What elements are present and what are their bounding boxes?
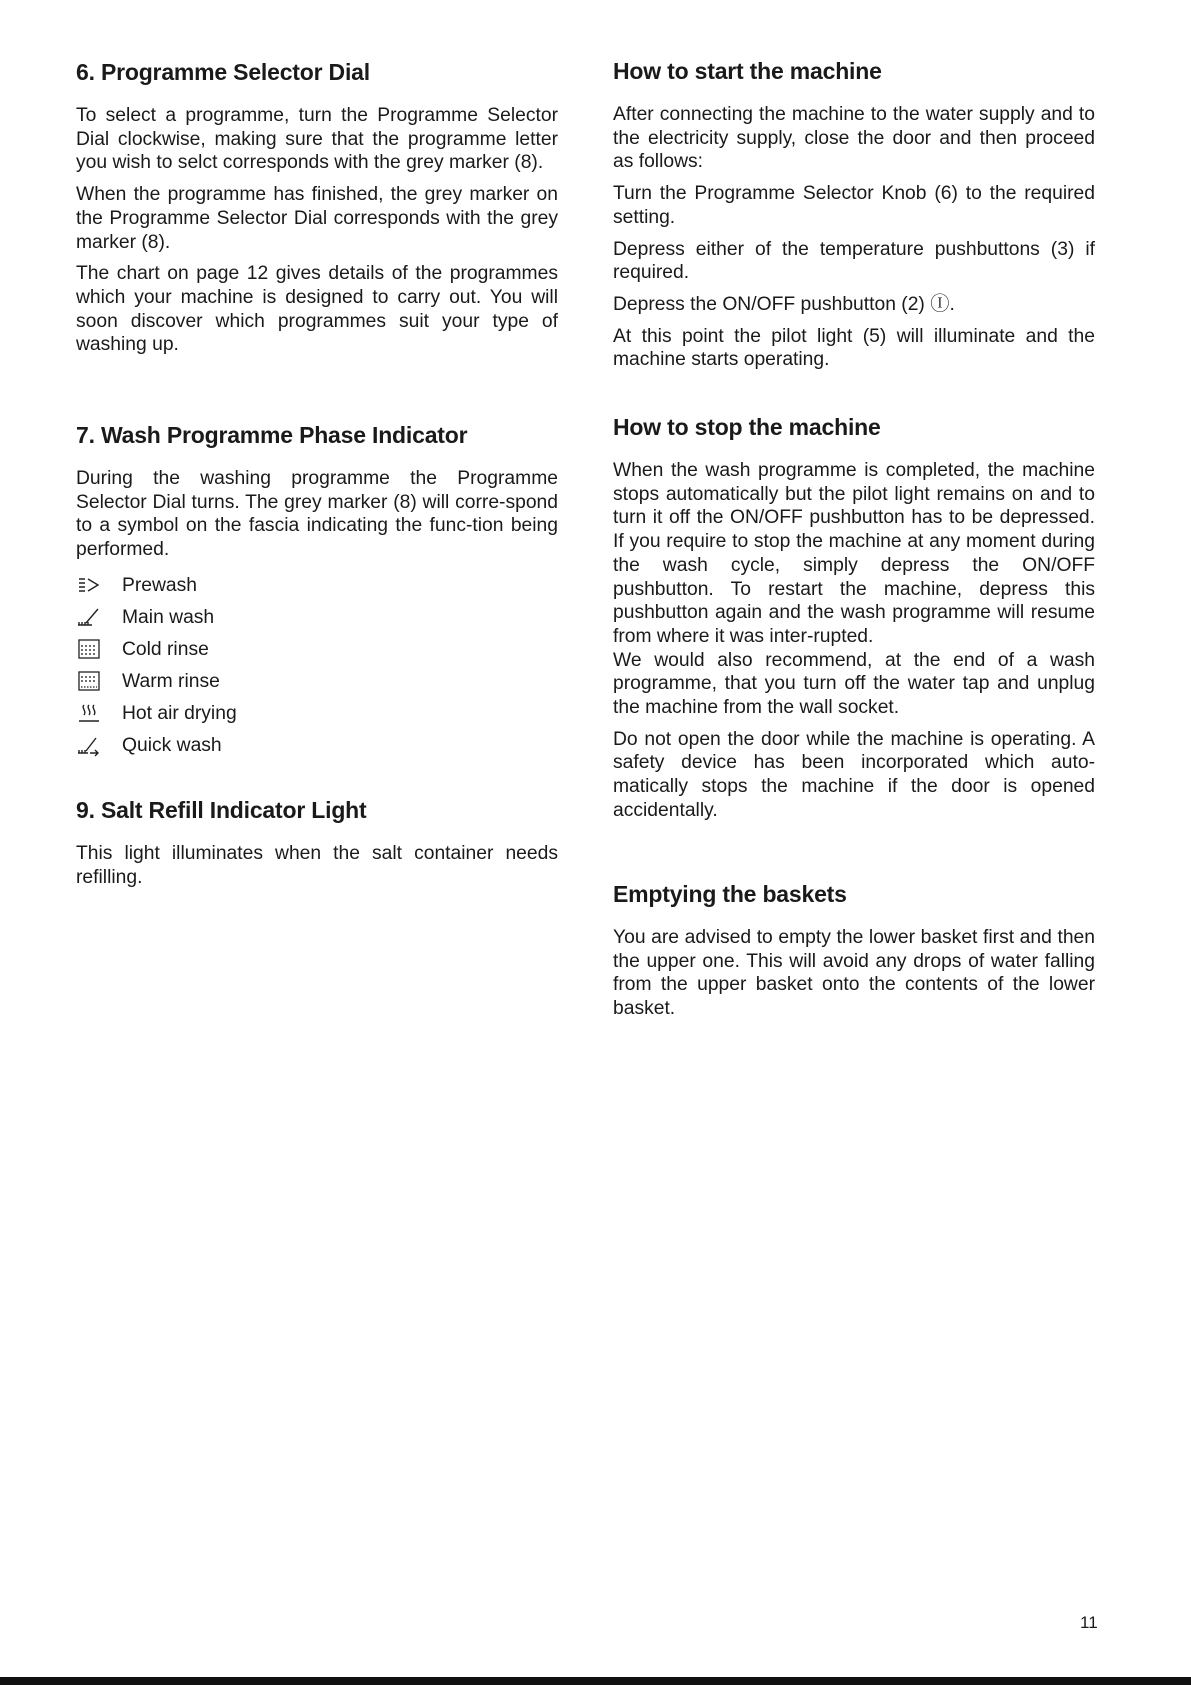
- phase-label: Cold rinse: [122, 638, 209, 660]
- paragraph: When the programme has finished, the grey marker on the Programme Selector Dial corresponds with the grey marker (8).: [76, 184, 558, 253]
- phase-list: [76, 570, 558, 762]
- list-item: [76, 602, 558, 634]
- list-item: [76, 634, 558, 666]
- prewash-icon: [76, 573, 122, 599]
- list-item: [76, 698, 558, 730]
- section-title: Emptying the baskets: [613, 881, 847, 907]
- warm-rinse-icon: [76, 669, 122, 695]
- paragraph: After connecting the machine to the water supply and to the electricity supply, close the door and then proceed as follows:: [613, 104, 1095, 173]
- list-item: [76, 666, 558, 698]
- cold-rinse-icon: [76, 637, 122, 663]
- section-salt-refill-indicator: [76, 795, 558, 897]
- paragraph: This light illuminates when the salt container needs refilling.: [76, 843, 558, 888]
- section-programme-selector-dial: [76, 57, 558, 365]
- section-how-to-start: [613, 56, 1095, 380]
- page-number: 11: [1080, 1613, 1098, 1632]
- paragraph: To select a programme, turn the Programme Selector Dial clockwise, making sure that the programme letter you wish to selct corresponds with the grey marker (8).: [76, 105, 558, 174]
- quick-wash-icon: [76, 733, 122, 759]
- section-title: 9. Salt Refill Indicator Light: [76, 797, 367, 823]
- paragraph: Depress the ON/OFF pushbutton (2) Ⓘ.: [613, 293, 955, 315]
- phase-label: Warm rinse: [122, 670, 220, 692]
- section-wash-phase-indicator: [76, 420, 558, 762]
- paragraph: Depress either of the temperature pushbuttons (3) if required.: [613, 238, 1095, 284]
- phase-label: Hot air drying: [122, 702, 237, 724]
- paragraph: At this point the pilot light (5) will illuminate and the machine starts operating.: [613, 325, 1095, 371]
- paragraph: When the wash programme is completed, the machine stops automatically but the pilot light remains on and to turn it off the ON/OFF pushbutton has to be depressed. If you require to stop the machine at any moment during the wash cycle, simply depress the ON/OFF pushbutton. To restart the machine, depress this pushbutton again and the wash programme will resume from where it was inter-rupted.: [613, 460, 1095, 647]
- paragraph: You are advised to empty the lower basket first and then the upper one. This will avoid any drops of water falling from the upper basket onto the contents of the lower basket.: [613, 927, 1095, 1020]
- section-title: How to stop the machine: [613, 414, 881, 440]
- section-title: 7. Wash Programme Phase Indicator: [76, 422, 468, 448]
- list-item: [76, 730, 558, 762]
- list-item: [76, 570, 558, 602]
- paragraph: Turn the Programme Selector Knob (6) to the required setting.: [613, 183, 1095, 228]
- phase-label: Prewash: [122, 574, 198, 596]
- section-how-to-stop: [613, 412, 1095, 831]
- section-title: 6. Programme Selector Dial: [76, 59, 370, 85]
- phase-label: Quick wash: [122, 734, 222, 756]
- bottom-edge-bar: [0, 1677, 1191, 1685]
- section-title: How to start the machine: [613, 58, 882, 84]
- section-emptying-baskets: [613, 879, 1095, 1029]
- paragraph: We would also recommend, at the end of a wash programme, that you turn off the water tap and unplug the machine from the wall socket.: [613, 649, 1095, 719]
- phase-label: Main wash: [122, 606, 215, 628]
- paragraph: Do not open the door while the machine is operating. A safety device has been incorporated which auto-matically stops the machine if the door is opened accidentally.: [613, 728, 1095, 821]
- paragraph: The chart on page 12 gives details of the programmes which your machine is designed to carry out. You will soon discover which programmes suit your type of washing up.: [76, 263, 558, 356]
- hot-air-drying-icon: [76, 701, 122, 727]
- paragraph: During the washing programme the Programme Selector Dial turns. The grey marker (8) will corre-spond to a symbol on the fascia indicating the func-tion being performed.: [76, 468, 558, 561]
- main-wash-icon: [76, 605, 122, 631]
